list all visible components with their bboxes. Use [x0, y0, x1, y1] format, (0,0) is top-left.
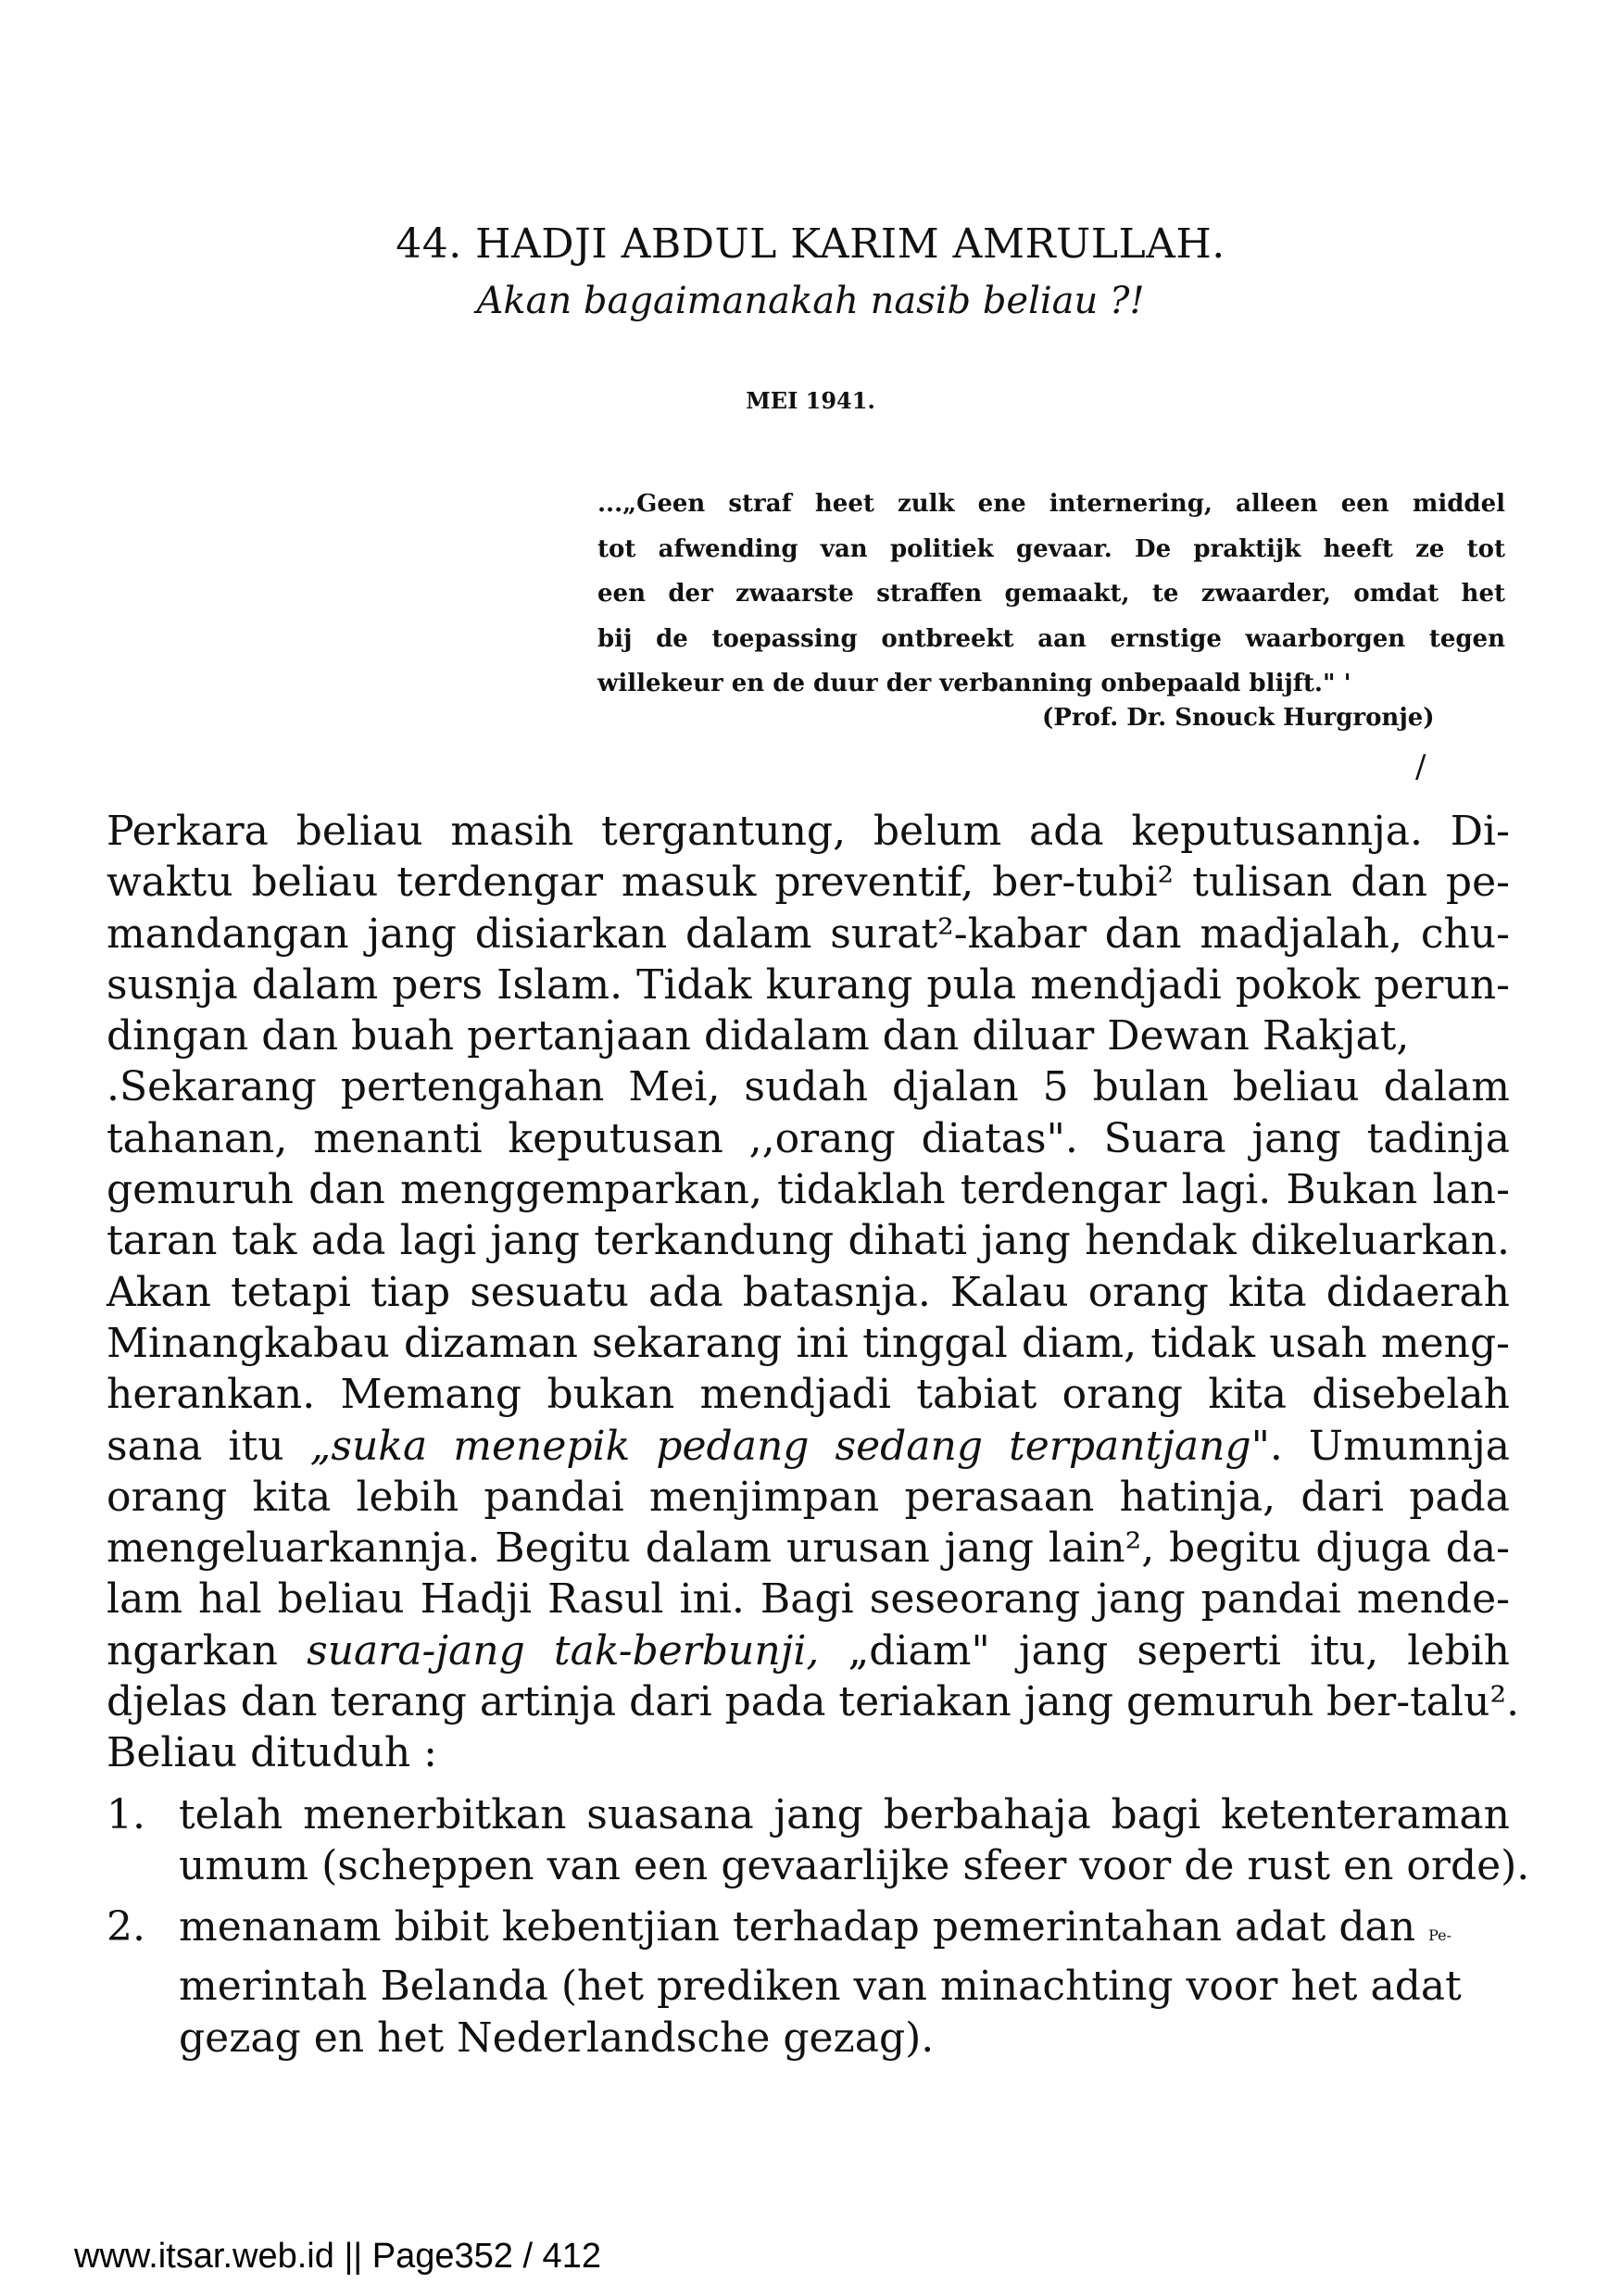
- list-line: merintah Belanda (het prediken van minachting voor het adat: [179, 1963, 1462, 2011]
- list-text-segment: menanam bibit kebentjian terhadap pemerintahan adat dan: [179, 1903, 1429, 1951]
- list-line: umum (scheppen van een gevaarlijke sfeer voor de rust en orde).: [179, 1842, 1530, 1890]
- body-line: gemuruh dan menggemparkan, tidaklah terdengar lagi. Bukan lan-: [107, 1166, 1510, 1214]
- body-text-segment: ". Umumnja: [1250, 1422, 1510, 1470]
- body-line: [107, 1421, 1510, 1472]
- body-line: mengeluarkannja. Begitu dalam urusan jang lain², begitu djuga da-: [107, 1524, 1510, 1573]
- body-line: Akan tetapi tiap sesuatu ada batasnja. Kalau orang kita didaerah: [107, 1268, 1510, 1316]
- page-title: 44. HADJI ABDUL KARIM AMRULLAH.: [396, 220, 1225, 268]
- body-line: .Sekarang pertengahan Mei, sudah djalan 5 bulan beliau dalam: [107, 1063, 1510, 1111]
- date-line: MEI 1941.: [746, 387, 875, 414]
- page-subtitle: Akan bagaimanakah nasib beliau ?!: [476, 280, 1145, 322]
- body-text-segment: ngarkan: [107, 1626, 308, 1675]
- quote-line: tot afwending van politiek gevaar. De praktijk heeft ze tot: [597, 534, 1505, 563]
- body-text-segment: „diam" jang seperti itu, lebih: [819, 1626, 1510, 1675]
- body-paragraph: [107, 806, 1520, 1779]
- list-line: telah menerbitkan suasana jang berbahaja bagi ketenteraman: [179, 1791, 1510, 1838]
- body-line: lam hal beliau Hadji Rasul ini. Bagi seseorang jang pandai mende-: [107, 1575, 1510, 1624]
- list-item-1: [107, 1789, 1530, 1892]
- body-line: dingan dan buah pertanjaan didalam dan diluar Dewan Rakjat,: [107, 1012, 1410, 1060]
- body-line: orang kita lebih pandai menjimpan perasaan hatinja, dari pada: [107, 1473, 1510, 1521]
- hyphen-fragment: Pe-: [1428, 1926, 1451, 1944]
- body-line: djelas dan terang artinja dari pada teriakan jang gemuruh ber-talu².: [107, 1678, 1520, 1726]
- list-number: 1.: [107, 1791, 145, 1838]
- list-line: gezag en het Nederlandsche gezag).: [179, 2014, 935, 2062]
- list-number: 2.: [107, 1903, 145, 1951]
- body-line: Perkara beliau masih tergantung, belum ada keputusannja. Di-: [107, 808, 1510, 855]
- body-line: herankan. Memang bukan mendjadi tabiat orang kita disebelah: [107, 1371, 1510, 1419]
- quote-line: een der zwaarste straffen gemaakt, te zwaarder, omdat het: [597, 580, 1505, 608]
- slash-mark: /: [1415, 748, 1426, 785]
- body-line: taran tak ada lagi jang terkandung dihati jang hendak dikeluarkan.: [107, 1217, 1510, 1265]
- page-footer: www.itsar.web.id || Page352 / 412: [74, 2237, 601, 2276]
- body-line: waktu beliau terdengar masuk preventif, ber-tubi² tulisan dan pe-: [107, 859, 1510, 907]
- body-text-segment: sana itu: [107, 1422, 310, 1470]
- quote-line: ...„Geen straf heet zulk ene internering, alleen een middel: [597, 490, 1505, 518]
- list-line: [179, 1901, 1510, 1961]
- quote-line: willekeur en de duur der verbanning onbepaald blijft." ': [597, 670, 1351, 697]
- quote-line: bij de toepassing ontbreekt aan ernstige waarborgen tegen: [597, 624, 1505, 653]
- body-line: mandangan jang disiarkan dalam surat²-kabar dan madjalah, chu-: [107, 910, 1510, 958]
- quote-attribution: (Prof. Dr. Snouck Hurgronje): [1042, 704, 1435, 732]
- body-line: susnja dalam pers Islam. Tidak kurang pula mendjadi pokok perun-: [107, 960, 1510, 1009]
- epigraph-quote: [597, 482, 1505, 707]
- body-line: Minangkabau dizaman sekarang ini tinggal diam, tidak usah meng-: [107, 1319, 1510, 1367]
- list-item-2: [107, 1901, 1510, 2064]
- body-line: tahanan, menanti keputusan ,,orang diatas". Suara jang tadinja: [107, 1114, 1510, 1162]
- body-line: Beliau dituduh :: [107, 1729, 437, 1777]
- italic-quote: „suka menepik pedang sedang terpantjang: [309, 1422, 1251, 1470]
- body-line: [107, 1625, 1510, 1676]
- italic-phrase: suara-jang tak-berbunji,: [307, 1626, 820, 1675]
